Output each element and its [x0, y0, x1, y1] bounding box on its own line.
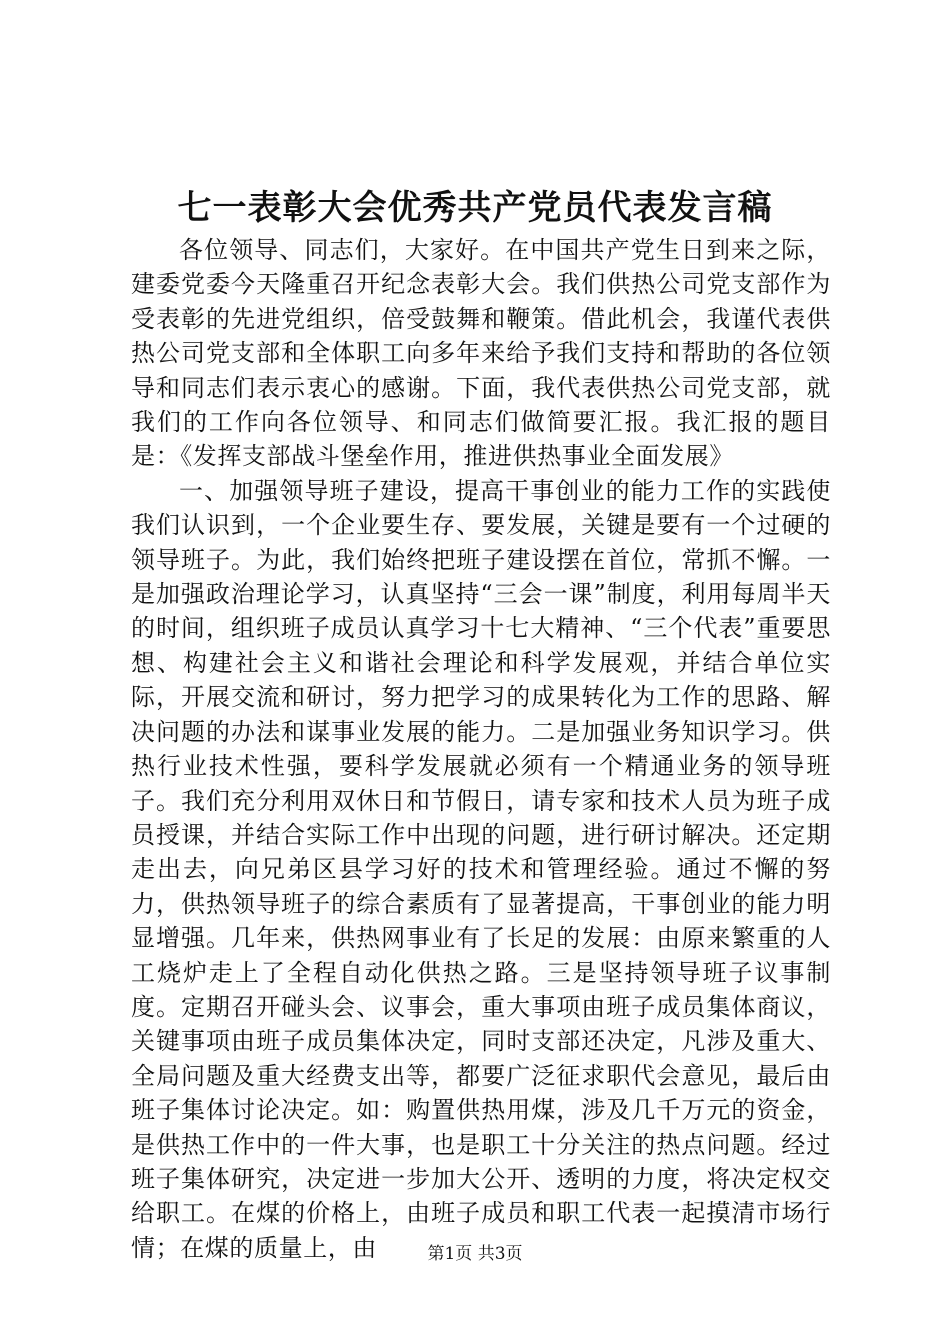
paragraph-opening: 各位领导、同志们，大家好。在中国共产党生日到来之际，建委党委今天隆重召开纪念表彰大会。我们供热公司党支部作为受表彰的先进党组织，倍受鼓舞和鞭策。借此机会，我谨代表供热公司党支部和全体职工向多年来给予我们支持和帮助的各位领导和同志们表示衷心的感谢。下面，我代表供热公司党支部，就我们的工作向各位领导、和同志们做简要汇报。我汇报的题目是：《发挥支部战斗堡垒作用，推进供热事业全面发展》: [131, 236, 831, 471]
document-title: 七一表彰大会优秀共产党员代表发言稿: [177, 188, 773, 228]
paragraph-section-one: 一、加强领导班子建设，提高干事创业的能力工作的实践使我们认识到，一个企业要生存、要发展，关键是要有一个过硬的领导班子。为此，我们始终把班子建设摆在首位，常抓不懈。一是加强政治理论学习，认真坚持“三会一课”制度，利用每周半天的时间，组织班子成员认真学习十七大精神、“三个代表”重要思想、构建社会主义和谐社会理论和科学发展观，并结合单位实际，开展交流和研讨，努力把学习的成果转化为工作的思路、解决问题的办法和谋事业发展的能力。二是加强业务知识学习。供热行业技术性强，要科学发展就必须有一个精通业务的领导班子。我们充分利用双休日和节假日，请专家和技术人员为班子成员授课，并结合实际工作中出现的问题，进行研讨解决。还定期走出去，向兄弟区县学习好的技术和管理经验。通过不懈的努力，供热领导班子的综合素质有了显著提高，干事创业的能力明显增强。几年来，供热网事业有了长足的发展：由原来繁重的人工烧炉走上了全程自动化供热之路。三是坚持领导班子议事制度。定期召开碰头会、议事会，重大事项由班子成员集体商议，关键事项由班子成员集体决定，同时支部还决定，凡涉及重大、全局问题及重大经费支出等，都要广泛征求职代会意见，最后由班子集体讨论决定。如：购置供热用煤，涉及几千万元的资金，是供热工作中的一件大事，也是职工十分关注的热点问题。经过班子集体研究，决定进一步加大公开、透明的力度，将决定权交给职工。在煤的价格上，由班子成员和职工代表一起摸清市场行情；在煤的质量上，由: [131, 476, 831, 1262]
page-number-footer: 第1页 共3页: [427, 1244, 523, 1264]
document-body: [131, 233, 831, 1265]
